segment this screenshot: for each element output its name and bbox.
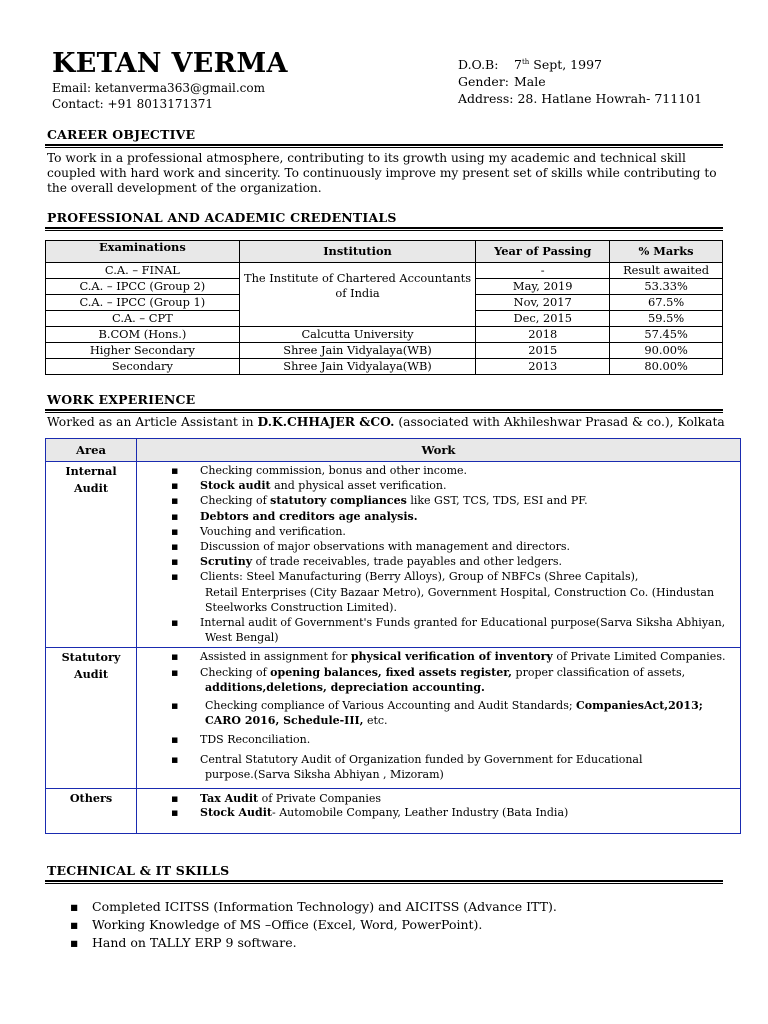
list-item bbox=[49, 463, 740, 478]
item-text: Central Statutory Audit of Organization funded by Government for Educational bbox=[200, 752, 643, 766]
exam-cell: Secondary bbox=[46, 359, 240, 375]
institution-cell: The Institute of Chartered Accountants of India bbox=[239, 263, 476, 327]
work-intro bbox=[47, 414, 727, 430]
item-text: - Automobile Company, Leather Industry (Bata India) bbox=[272, 806, 569, 820]
item-text: Assisted in assignment for bbox=[200, 650, 351, 664]
area-label: Audit bbox=[73, 667, 109, 682]
table-row bbox=[46, 343, 723, 359]
list-item bbox=[49, 478, 740, 493]
item-bold: opening balances, fixed assets register, bbox=[270, 665, 513, 679]
item-bold: additions,deletions, depreciation accounting. bbox=[205, 680, 485, 694]
dob-suffix: th bbox=[521, 57, 530, 66]
item-bold: physical verification of inventory bbox=[350, 650, 553, 664]
list-item bbox=[49, 665, 740, 695]
table-header-row bbox=[46, 241, 723, 263]
dob-label: D.O.B: bbox=[458, 57, 499, 72]
header-institution: Institution bbox=[239, 241, 476, 263]
email-line: Email: ketanverma363@gmail.com bbox=[52, 81, 265, 95]
gender-label: Gender: bbox=[458, 74, 510, 89]
header-area: Area bbox=[46, 439, 137, 462]
item-text: Steelworks Construction Limited). bbox=[205, 600, 397, 614]
year-cell: 2013 bbox=[476, 359, 610, 375]
item-text: Checking commission, bonus and other income. bbox=[200, 464, 468, 477]
exam-cell: C.A. – IPCC (Group 1) bbox=[46, 295, 240, 311]
item-bold: statutory compliances bbox=[270, 494, 407, 508]
item-text: Clients: Steel Manufacturing (Berry Alloys), Group of NBFCs (Shree Capitals), bbox=[200, 570, 639, 584]
marks-cell: 67.5% bbox=[610, 295, 723, 311]
list-item bbox=[49, 752, 740, 782]
technical-skills-title: TECHNICAL & IT SKILLS bbox=[47, 863, 230, 878]
marks-cell: 53.33% bbox=[610, 279, 723, 295]
year-cell: May, 2019 bbox=[476, 279, 610, 295]
marks-cell: 90.00% bbox=[610, 343, 723, 359]
work-intro-suffix: (associated with Akhileshwar Prasad & co.), Kolkata bbox=[394, 415, 725, 429]
year-cell: - bbox=[476, 263, 610, 279]
credentials-title: PROFESSIONAL AND ACADEMIC CREDENTIALS bbox=[47, 210, 397, 225]
gender-value: Male bbox=[514, 74, 546, 89]
exam-cell: C.A. – CPT bbox=[46, 311, 240, 327]
item-text: TDS Reconciliation. bbox=[200, 733, 311, 747]
list-item bbox=[49, 509, 740, 524]
marks-cell: 80.00% bbox=[610, 359, 723, 375]
item-text: of Private Limited Companies. bbox=[552, 650, 726, 664]
year-cell: Dec, 2015 bbox=[476, 311, 610, 327]
work-row-statutory bbox=[46, 648, 741, 789]
address-row bbox=[458, 91, 702, 106]
section-divider bbox=[45, 144, 723, 148]
item-text: of Private Companies bbox=[258, 792, 382, 806]
work-cell bbox=[137, 789, 741, 834]
gender-row bbox=[458, 74, 546, 89]
item-text: of trade receivables, trade payables and other ledgers. bbox=[252, 555, 562, 569]
work-experience-title: WORK EXPERIENCE bbox=[47, 392, 196, 407]
table-row bbox=[46, 327, 723, 343]
section-divider bbox=[45, 227, 723, 231]
area-label: Audit bbox=[73, 481, 109, 495]
item-text: Vouching and verification. bbox=[200, 524, 346, 538]
internal-audit-list bbox=[49, 463, 740, 645]
firm-name: D.K.CHHAJER &CO. bbox=[257, 414, 395, 429]
contact-line: Contact: +91 8013171371 bbox=[52, 97, 213, 111]
address-value: 28. Hatlane Howrah- 711101 bbox=[517, 91, 703, 106]
item-text: etc. bbox=[363, 714, 388, 728]
work-row-internal bbox=[46, 462, 741, 648]
work-cell bbox=[137, 648, 741, 789]
list-item bbox=[49, 539, 740, 554]
career-objective-title: CAREER OBJECTIVE bbox=[47, 127, 196, 142]
work-row-others bbox=[46, 789, 741, 834]
item-bold: CompaniesAct,2013; bbox=[576, 699, 703, 713]
header-work: Work bbox=[137, 439, 741, 462]
item-text: like GST, TCS, TDS, ESI and PF. bbox=[406, 494, 588, 508]
item-text: proper classification of assets, bbox=[512, 665, 686, 679]
credentials-table bbox=[45, 240, 723, 375]
marks-cell: Result awaited bbox=[610, 263, 723, 279]
list-item: ▪ Hand on TALLY ERP 9 software. bbox=[70, 934, 557, 952]
list-item: ▪ Completed ICITSS (Information Technology) and AICITSS (Advance ITT). bbox=[70, 898, 557, 916]
list-item bbox=[49, 806, 740, 820]
year-cell: 2018 bbox=[476, 327, 610, 343]
list-item bbox=[49, 792, 740, 806]
list-item bbox=[49, 649, 740, 664]
dob-value: Sept, 1997 bbox=[529, 57, 602, 72]
dob-row bbox=[458, 57, 602, 72]
work-header-row bbox=[46, 439, 741, 462]
item-bold: CARO 2016, Schedule-III, bbox=[205, 714, 364, 728]
section-divider bbox=[45, 880, 723, 884]
header-year: Year of Passing bbox=[476, 241, 610, 263]
list-item bbox=[49, 524, 740, 539]
list-item bbox=[49, 732, 740, 747]
list-item bbox=[49, 554, 740, 569]
marks-cell: 57.45% bbox=[610, 327, 723, 343]
list-item bbox=[49, 493, 740, 508]
table-row bbox=[46, 263, 723, 279]
item-text: Internal audit of Government's Funds granted for Educational purpose(Sarva Siksha Abhiyan, bbox=[200, 616, 726, 630]
list-item: ▪ Working Knowledge of MS –Office (Excel, Word, PowerPoint). bbox=[70, 916, 557, 934]
exam-cell: B.COM (Hons.) bbox=[46, 327, 240, 343]
institution-cell: Calcutta University bbox=[239, 327, 476, 343]
item-text: purpose.(Sarva Siksha Abhiyan , Mizoram) bbox=[205, 767, 444, 781]
item-bold: Debtors and creditors age analysis. bbox=[200, 509, 418, 523]
list-item bbox=[49, 698, 740, 728]
exam-cell: C.A. – FINAL bbox=[46, 263, 240, 279]
area-label: Internal bbox=[65, 464, 117, 478]
section-divider bbox=[45, 409, 723, 413]
item-text: and physical asset verification. bbox=[270, 479, 447, 493]
area-label: Statutory bbox=[61, 650, 121, 665]
item-bold: Scrutiny bbox=[200, 555, 253, 569]
work-intro-text: Worked as an Article Assistant in bbox=[47, 415, 258, 429]
dob-day: 7 bbox=[514, 57, 522, 72]
item-text: Checking of bbox=[200, 665, 271, 679]
work-cell bbox=[137, 462, 741, 648]
item-text: Checking compliance of Various Accounting and Audit Standards; bbox=[205, 699, 577, 713]
item-bold: Stock audit bbox=[200, 479, 271, 493]
header-examinations: Examinations bbox=[46, 241, 240, 263]
others-list bbox=[49, 792, 740, 820]
institution-cell: Shree Jain Vidyalaya(WB) bbox=[239, 359, 476, 375]
item-bold: Stock Audit bbox=[200, 806, 272, 820]
year-cell: Nov, 2017 bbox=[476, 295, 610, 311]
area-label: Others bbox=[69, 791, 113, 806]
career-objective-text: To work in a professional atmosphere, contributing to its growth using my academic and technical skill coupled with hard work and sincerity. To continuously improve my present set of skills while contributing to the overall development of the organization. bbox=[47, 151, 717, 195]
year-cell: 2015 bbox=[476, 343, 610, 359]
list-item bbox=[49, 569, 740, 615]
exam-cell: Higher Secondary bbox=[46, 343, 240, 359]
candidate-name: KETAN VERMA bbox=[52, 48, 288, 79]
item-text: West Bengal) bbox=[205, 631, 279, 645]
marks-cell: 59.5% bbox=[610, 311, 723, 327]
exam-cell: C.A. – IPCC (Group 2) bbox=[46, 279, 240, 295]
work-table bbox=[45, 438, 741, 834]
item-text: Retail Enterprises (City Bazaar Metro), Government Hospital, Construction Co. (Hindustan bbox=[205, 585, 715, 599]
institution-cell: Shree Jain Vidyalaya(WB) bbox=[239, 343, 476, 359]
item-bold: Tax Audit bbox=[200, 792, 259, 806]
list-item bbox=[49, 615, 740, 645]
header-marks: % Marks bbox=[610, 241, 723, 263]
statutory-audit-list bbox=[49, 649, 740, 782]
item-text: Checking of bbox=[200, 494, 271, 508]
item-text: Discussion of major observations with management and directors. bbox=[200, 540, 571, 554]
address-label: Address: bbox=[458, 91, 514, 106]
table-row bbox=[46, 359, 723, 375]
skills-list bbox=[70, 898, 557, 952]
